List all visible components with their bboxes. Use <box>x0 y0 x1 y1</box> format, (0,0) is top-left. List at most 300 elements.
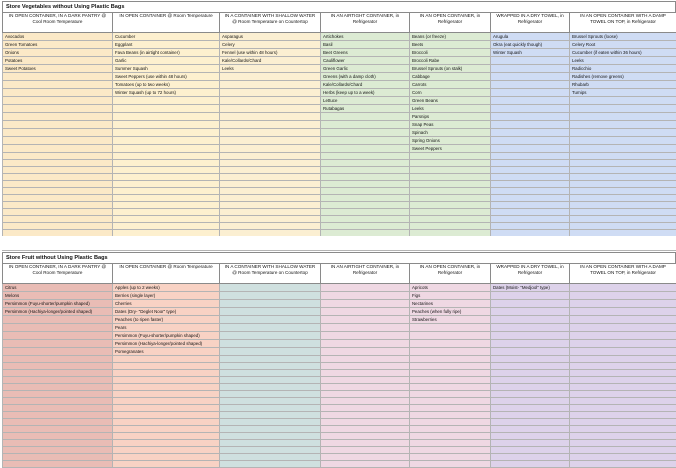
table-cell[interactable] <box>491 308 570 316</box>
table-cell[interactable] <box>220 216 321 223</box>
table-cell[interactable] <box>220 105 321 113</box>
table-cell[interactable] <box>410 412 491 419</box>
table-cell[interactable] <box>220 97 321 105</box>
table-cell[interactable] <box>3 391 113 398</box>
table-cell[interactable] <box>321 216 410 223</box>
table-cell[interactable] <box>570 284 676 292</box>
table-cell[interactable] <box>3 398 113 405</box>
table-cell[interactable] <box>321 433 410 440</box>
table-cell[interactable] <box>113 461 220 468</box>
table-cell[interactable] <box>410 461 491 468</box>
table-cell[interactable] <box>410 384 491 391</box>
table-cell[interactable] <box>570 377 676 384</box>
table-cell[interactable] <box>410 405 491 412</box>
table-cell[interactable]: Dates (Dry- "Deglet Noor" type) <box>113 308 220 316</box>
table-cell[interactable] <box>220 174 321 181</box>
table-cell[interactable] <box>321 160 410 167</box>
table-cell[interactable]: Tomatoes (up to two weeks) <box>113 81 220 89</box>
table-cell[interactable]: Potatoes <box>3 57 113 65</box>
table-cell[interactable] <box>570 454 676 461</box>
table-cell[interactable] <box>410 356 491 363</box>
column-header[interactable]: IN OPEN CONTAINER @ Room Temperature <box>113 13 220 33</box>
table-cell[interactable] <box>220 461 321 468</box>
table-cell[interactable] <box>570 202 676 209</box>
table-cell[interactable] <box>570 426 676 433</box>
table-cell[interactable] <box>570 153 676 160</box>
table-cell[interactable] <box>3 216 113 223</box>
table-cell[interactable] <box>220 412 321 419</box>
table-cell[interactable] <box>113 181 220 188</box>
table-cell[interactable] <box>491 195 570 202</box>
table-cell[interactable] <box>410 188 491 195</box>
table-cell[interactable] <box>3 356 113 363</box>
table-cell[interactable] <box>410 181 491 188</box>
table-cell[interactable] <box>113 195 220 202</box>
table-cell[interactable] <box>491 398 570 405</box>
table-cell[interactable] <box>570 461 676 468</box>
table-cell[interactable]: Avocados <box>3 33 113 41</box>
table-cell[interactable]: Artichokes <box>321 33 410 41</box>
table-cell[interactable] <box>410 216 491 223</box>
table-cell[interactable] <box>321 391 410 398</box>
table-cell[interactable] <box>410 363 491 370</box>
table-cell[interactable] <box>3 195 113 202</box>
table-cell[interactable] <box>491 370 570 377</box>
table-cell[interactable] <box>491 97 570 105</box>
table-cell[interactable] <box>113 384 220 391</box>
table-cell[interactable] <box>220 145 321 153</box>
table-cell[interactable] <box>113 419 220 426</box>
table-cell[interactable] <box>3 412 113 419</box>
table-cell[interactable] <box>410 391 491 398</box>
table-cell[interactable]: Parsnips <box>410 113 491 121</box>
table-cell[interactable] <box>491 209 570 216</box>
table-cell[interactable] <box>113 97 220 105</box>
table-cell[interactable] <box>410 174 491 181</box>
table-cell[interactable]: Spinach <box>410 129 491 137</box>
table-cell[interactable]: Winter Squash (up to 72 hours) <box>113 89 220 97</box>
table-cell[interactable] <box>321 324 410 332</box>
table-cell[interactable] <box>321 300 410 308</box>
table-cell[interactable] <box>113 145 220 153</box>
table-cell[interactable] <box>410 160 491 167</box>
table-cell[interactable] <box>321 167 410 174</box>
table-cell[interactable] <box>491 377 570 384</box>
table-cell[interactable] <box>410 167 491 174</box>
table-cell[interactable]: Pomegranates <box>113 348 220 356</box>
table-cell[interactable] <box>491 129 570 137</box>
table-cell[interactable] <box>113 188 220 195</box>
table-cell[interactable]: Snap Peas <box>410 121 491 129</box>
table-cell[interactable] <box>113 433 220 440</box>
table-cell[interactable] <box>321 419 410 426</box>
table-cell[interactable] <box>220 181 321 188</box>
table-cell[interactable] <box>3 348 113 356</box>
table-cell[interactable] <box>321 363 410 370</box>
table-cell[interactable] <box>321 195 410 202</box>
table-cell[interactable] <box>113 223 220 230</box>
table-cell[interactable] <box>491 216 570 223</box>
table-cell[interactable] <box>570 209 676 216</box>
table-cell[interactable] <box>321 454 410 461</box>
table-cell[interactable]: Summer Squash <box>113 65 220 73</box>
table-cell[interactable] <box>570 145 676 153</box>
table-cell[interactable] <box>410 440 491 447</box>
table-cell[interactable] <box>570 137 676 145</box>
table-cell[interactable] <box>491 105 570 113</box>
table-cell[interactable] <box>410 324 491 332</box>
table-cell[interactable] <box>220 405 321 412</box>
table-cell[interactable] <box>220 356 321 363</box>
table-cell[interactable] <box>491 440 570 447</box>
table-cell[interactable] <box>220 113 321 121</box>
table-cell[interactable] <box>3 181 113 188</box>
table-cell[interactable]: Greens (with a damp cloth) <box>321 73 410 81</box>
table-cell[interactable]: Fava Beans (in airtight container) <box>113 49 220 57</box>
table-cell[interactable] <box>491 348 570 356</box>
table-cell[interactable] <box>3 121 113 129</box>
column-header[interactable]: IN AN OPEN CONTAINER WITH A DAMP TOWEL ON TOP, in Refrigerator <box>570 13 676 33</box>
table-cell[interactable]: Kale/Collards/Chard <box>220 57 321 65</box>
table-cell[interactable] <box>220 121 321 129</box>
table-cell[interactable] <box>220 391 321 398</box>
table-cell[interactable] <box>321 316 410 324</box>
table-cell[interactable] <box>3 332 113 340</box>
table-cell[interactable] <box>570 97 676 105</box>
table-cell[interactable] <box>321 284 410 292</box>
table-cell[interactable] <box>491 113 570 121</box>
table-cell[interactable] <box>321 377 410 384</box>
table-cell[interactable] <box>410 419 491 426</box>
table-cell[interactable] <box>410 377 491 384</box>
table-cell[interactable]: Spring Onions <box>410 137 491 145</box>
table-cell[interactable]: Persimmon (Fuyu-shorter/pumpkin shaped) <box>3 300 113 308</box>
table-cell[interactable] <box>491 153 570 160</box>
table-cell[interactable] <box>3 188 113 195</box>
table-cell[interactable]: Beet Greens <box>321 49 410 57</box>
table-cell[interactable] <box>113 129 220 137</box>
table-cell[interactable] <box>321 223 410 230</box>
column-header[interactable]: IN AN OPEN CONTAINER, in Refrigerator <box>410 13 491 33</box>
table-cell[interactable] <box>570 419 676 426</box>
table-cell[interactable] <box>3 419 113 426</box>
table-cell[interactable] <box>321 145 410 153</box>
table-cell[interactable] <box>410 153 491 160</box>
table-cell[interactable] <box>220 137 321 145</box>
table-cell[interactable] <box>491 223 570 230</box>
column-header[interactable]: WRAPPED IN A DRY TOWEL, in Refrigerator <box>491 264 570 284</box>
table-cell[interactable] <box>491 137 570 145</box>
table-cell[interactable]: Persimmon (Hachiya-longer/pointed shaped) <box>3 308 113 316</box>
table-cell[interactable] <box>3 433 113 440</box>
table-cell[interactable] <box>491 454 570 461</box>
table-cell[interactable] <box>3 153 113 160</box>
table-cell[interactable] <box>410 209 491 216</box>
table-cell[interactable] <box>570 216 676 223</box>
table-cell[interactable] <box>570 160 676 167</box>
table-cell[interactable] <box>220 454 321 461</box>
table-cell[interactable] <box>220 129 321 137</box>
table-cell[interactable] <box>570 340 676 348</box>
table-cell[interactable]: Green Beans <box>410 97 491 105</box>
table-cell[interactable] <box>321 398 410 405</box>
column-header[interactable]: WRAPPED IN A DRY TOWEL, in Refrigerator <box>491 13 570 33</box>
table-cell[interactable] <box>570 324 676 332</box>
table-cell[interactable] <box>113 391 220 398</box>
table-cell[interactable] <box>220 426 321 433</box>
table-cell[interactable]: Cauliflower <box>321 57 410 65</box>
table-cell[interactable] <box>321 153 410 160</box>
table-cell[interactable] <box>570 167 676 174</box>
table-cell[interactable] <box>570 447 676 454</box>
table-cell[interactable]: Sweet Peppers <box>410 145 491 153</box>
table-cell[interactable]: Cabbage <box>410 73 491 81</box>
table-cell[interactable] <box>3 209 113 216</box>
table-cell[interactable]: Fennel (use within 48 hours) <box>220 49 321 57</box>
table-cell[interactable]: Persimmon (Fuyu-shorter/pumpkin shaped) <box>113 332 220 340</box>
table-cell[interactable] <box>3 129 113 137</box>
table-cell[interactable] <box>491 405 570 412</box>
table-cell[interactable] <box>113 137 220 145</box>
table-cell[interactable]: Leeks <box>570 57 676 65</box>
table-cell[interactable] <box>113 202 220 209</box>
table-cell[interactable]: Brussel Sprouts (on stalk) <box>410 65 491 73</box>
table-cell[interactable] <box>570 105 676 113</box>
table-cell[interactable] <box>570 398 676 405</box>
table-cell[interactable] <box>321 405 410 412</box>
table-cell[interactable]: Rutabagas <box>321 105 410 113</box>
table-cell[interactable] <box>491 384 570 391</box>
table-cell[interactable] <box>220 447 321 454</box>
column-header[interactable]: IN OPEN CONTAINER, IN A DARK PANTRY @ Cool Room Temperature <box>3 13 113 33</box>
table-cell[interactable]: Herbs (keep up to a week) <box>321 89 410 97</box>
table-cell[interactable] <box>113 356 220 363</box>
table-cell[interactable]: Rhubarb <box>570 81 676 89</box>
table-cell[interactable] <box>3 137 113 145</box>
table-cell[interactable] <box>321 348 410 356</box>
table-cell[interactable] <box>491 65 570 73</box>
table-cell[interactable] <box>491 89 570 97</box>
table-cell[interactable] <box>410 332 491 340</box>
table-cell[interactable]: Sweet Potatoes <box>3 65 113 73</box>
table-cell[interactable] <box>113 160 220 167</box>
table-cell[interactable] <box>491 412 570 419</box>
table-cell[interactable] <box>321 181 410 188</box>
table-cell[interactable] <box>570 113 676 121</box>
table-cell[interactable] <box>321 202 410 209</box>
table-cell[interactable] <box>113 440 220 447</box>
table-cell[interactable]: Asparagus <box>220 33 321 41</box>
table-cell[interactable]: Melons <box>3 292 113 300</box>
table-cell[interactable] <box>220 300 321 308</box>
table-cell[interactable] <box>220 160 321 167</box>
table-cell[interactable] <box>570 195 676 202</box>
table-cell[interactable]: Apricots <box>410 284 491 292</box>
table-cell[interactable] <box>113 370 220 377</box>
table-cell[interactable] <box>113 398 220 405</box>
table-cell[interactable]: Strawberries <box>410 316 491 324</box>
table-cell[interactable]: Peaches (to ripen faster) <box>113 316 220 324</box>
table-cell[interactable]: Celery <box>220 41 321 49</box>
table-cell[interactable] <box>3 167 113 174</box>
table-cell[interactable] <box>220 89 321 97</box>
table-cell[interactable]: Leeks <box>220 65 321 73</box>
table-cell[interactable] <box>491 167 570 174</box>
table-cell[interactable]: Beans (or freeze) <box>410 33 491 41</box>
table-cell[interactable] <box>220 332 321 340</box>
table-cell[interactable] <box>3 324 113 332</box>
table-cell[interactable] <box>570 440 676 447</box>
table-cell[interactable] <box>410 223 491 230</box>
table-cell[interactable] <box>570 384 676 391</box>
table-cell[interactable] <box>220 81 321 89</box>
table-cell[interactable] <box>220 440 321 447</box>
table-cell[interactable] <box>491 461 570 468</box>
table-cell[interactable] <box>220 363 321 370</box>
table-cell[interactable] <box>3 145 113 153</box>
table-cell[interactable] <box>321 412 410 419</box>
table-cell[interactable] <box>410 370 491 377</box>
table-cell[interactable] <box>220 209 321 216</box>
table-cell[interactable] <box>321 308 410 316</box>
table-cell[interactable]: Radishes (remove greens) <box>570 73 676 81</box>
table-cell[interactable] <box>491 160 570 167</box>
table-cell[interactable] <box>491 292 570 300</box>
table-cell[interactable]: Carrots <box>410 81 491 89</box>
table-cell[interactable] <box>491 81 570 89</box>
table-cell[interactable] <box>491 340 570 348</box>
table-cell[interactable] <box>321 340 410 348</box>
table-cell[interactable] <box>3 316 113 324</box>
table-cell[interactable]: Turnips <box>570 89 676 97</box>
table-cell[interactable] <box>220 433 321 440</box>
table-cell[interactable] <box>570 348 676 356</box>
table-cell[interactable] <box>570 412 676 419</box>
table-cell[interactable] <box>220 370 321 377</box>
table-cell[interactable] <box>491 433 570 440</box>
table-cell[interactable] <box>220 308 321 316</box>
table-cell[interactable] <box>491 419 570 426</box>
table-cell[interactable] <box>570 300 676 308</box>
table-cell[interactable] <box>3 405 113 412</box>
table-cell[interactable] <box>321 332 410 340</box>
table-cell[interactable] <box>570 370 676 377</box>
table-cell[interactable] <box>491 202 570 209</box>
table-cell[interactable] <box>491 181 570 188</box>
table-cell[interactable] <box>410 454 491 461</box>
table-cell[interactable] <box>321 384 410 391</box>
table-cell[interactable]: Figs <box>410 292 491 300</box>
table-cell[interactable] <box>3 454 113 461</box>
table-cell[interactable]: Cherries <box>113 300 220 308</box>
table-cell[interactable] <box>321 461 410 468</box>
table-cell[interactable] <box>220 377 321 384</box>
table-cell[interactable]: Winter Squash <box>491 49 570 57</box>
column-header[interactable]: IN AN AIRTIGHT CONTAINER, in Refrigerator <box>321 13 410 33</box>
table-cell[interactable] <box>321 137 410 145</box>
table-cell[interactable] <box>570 121 676 129</box>
table-cell[interactable] <box>491 447 570 454</box>
table-cell[interactable]: Garlic <box>113 57 220 65</box>
column-header[interactable]: IN OPEN CONTAINER @ Room Temperature <box>113 264 220 284</box>
table-cell[interactable]: Kale/Collards/Chard <box>321 81 410 89</box>
table-cell[interactable] <box>113 447 220 454</box>
table-cell[interactable] <box>3 105 113 113</box>
table-cell[interactable] <box>3 370 113 377</box>
table-cell[interactable] <box>410 447 491 454</box>
table-cell[interactable]: Berries (single layer) <box>113 292 220 300</box>
column-header[interactable]: IN AN OPEN CONTAINER WITH A DAMP TOWEL ON TOP, in Refrigerator <box>570 264 676 284</box>
table-cell[interactable] <box>491 363 570 370</box>
table-cell[interactable]: Beets <box>410 41 491 49</box>
table-cell[interactable] <box>3 223 113 230</box>
table-cell[interactable] <box>321 209 410 216</box>
table-cell[interactable] <box>113 174 220 181</box>
table-cell[interactable] <box>3 461 113 468</box>
table-cell[interactable] <box>570 405 676 412</box>
table-cell[interactable] <box>113 209 220 216</box>
table-cell[interactable] <box>3 81 113 89</box>
table-cell[interactable] <box>220 348 321 356</box>
table-cell[interactable] <box>113 426 220 433</box>
table-cell[interactable] <box>220 384 321 391</box>
table-cell[interactable] <box>321 356 410 363</box>
table-cell[interactable] <box>491 145 570 153</box>
table-cell[interactable] <box>220 167 321 174</box>
table-cell[interactable] <box>220 284 321 292</box>
table-cell[interactable] <box>491 332 570 340</box>
table-cell[interactable]: Basil <box>321 41 410 49</box>
table-cell[interactable] <box>570 363 676 370</box>
table-cell[interactable] <box>570 433 676 440</box>
table-cell[interactable] <box>3 174 113 181</box>
table-cell[interactable] <box>410 195 491 202</box>
table-cell[interactable]: Nectarines <box>410 300 491 308</box>
table-cell[interactable] <box>3 113 113 121</box>
table-cell[interactable] <box>491 300 570 308</box>
column-header[interactable]: IN A CONTAINER WITH SHALLOW WATER @ Room Temperature on Countertop <box>220 13 321 33</box>
table-cell[interactable]: Brussel Sprouts (loose) <box>570 33 676 41</box>
table-cell[interactable] <box>321 121 410 129</box>
table-cell[interactable] <box>570 223 676 230</box>
table-cell[interactable]: Green Garlic <box>321 65 410 73</box>
table-cell[interactable] <box>410 340 491 348</box>
table-cell[interactable] <box>113 105 220 113</box>
table-cell[interactable] <box>3 384 113 391</box>
table-cell[interactable] <box>3 160 113 167</box>
table-cell[interactable] <box>220 73 321 81</box>
table-cell[interactable] <box>113 121 220 129</box>
table-cell[interactable] <box>220 202 321 209</box>
table-cell[interactable]: Corn <box>410 89 491 97</box>
table-cell[interactable] <box>113 377 220 384</box>
table-cell[interactable]: Pears <box>113 324 220 332</box>
table-cell[interactable] <box>3 426 113 433</box>
table-cell[interactable]: Cucumber <box>113 33 220 41</box>
column-header[interactable]: IN AN OPEN CONTAINER, in Refrigerator <box>410 264 491 284</box>
table-cell[interactable] <box>220 398 321 405</box>
table-cell[interactable]: Broccoli Rabe <box>410 57 491 65</box>
table-cell[interactable] <box>410 202 491 209</box>
table-cell[interactable] <box>321 113 410 121</box>
table-cell[interactable]: Celery Root <box>570 41 676 49</box>
table-cell[interactable]: Peaches (when fully ripe) <box>410 308 491 316</box>
table-cell[interactable] <box>570 188 676 195</box>
table-cell[interactable] <box>491 73 570 81</box>
table-cell[interactable] <box>220 292 321 300</box>
table-cell[interactable]: Apples (up to 2 weeks) <box>113 284 220 292</box>
table-cell[interactable] <box>321 188 410 195</box>
